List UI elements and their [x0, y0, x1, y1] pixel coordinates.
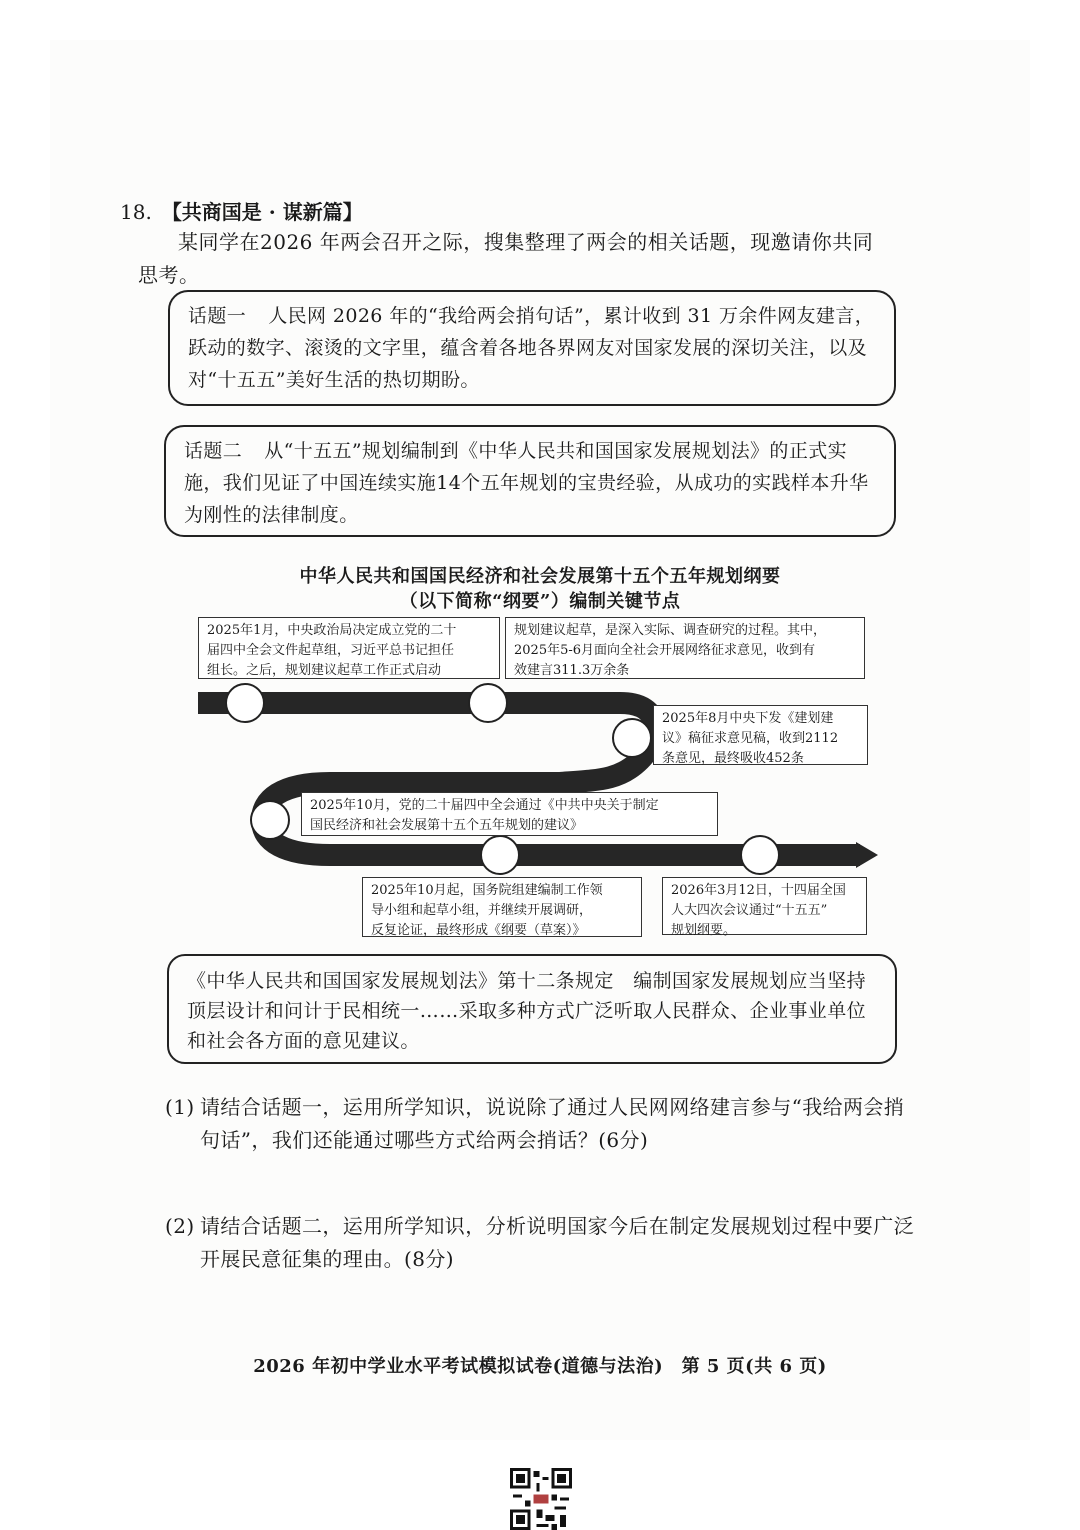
- node-line: 条意见，最终吸收452条: [662, 751, 804, 766]
- sub-question-text: 请结合话题二，运用所学知识，分析说明国家今后在制定发展规划过程中要广泛: [200, 1214, 914, 1238]
- sub-question-number: (1): [165, 1095, 195, 1119]
- timeline-node-1: [198, 617, 500, 679]
- sub-question-text: 开展民意征集的理由。(8分): [200, 1247, 454, 1271]
- sub-question-number: (2): [165, 1214, 195, 1238]
- node-line: 导小组和起草小组，并继续开展调研，: [371, 903, 593, 918]
- law-line: 《中华人民共和国国家发展规划法》第十二条规定 编制国家发展规划应当坚持: [187, 970, 867, 992]
- node-line: 规划纲要。: [671, 923, 737, 938]
- node-line: 国民经济和社会发展第十五个五年规划的建议》: [310, 818, 584, 833]
- sub-question-1: [165, 1091, 915, 1157]
- node-line: 效建言311.3万余条: [514, 663, 630, 678]
- topic-one-text: 跃动的数字、滚烫的文字里，蕴含着各地各界网友对国家发展的深切关注，以及: [188, 337, 868, 359]
- law-line: 顶层设计和问计于民相统一……采取多种方式广泛听取人民群众、企业事业单位: [187, 1000, 867, 1022]
- diagram-title: 中华人民共和国国民经济和社会发展第十五个五年规划纲要: [299, 566, 781, 587]
- topic-two-text: 从“十五五”规划编制到《中华人民共和国国家发展规划法》的正式实: [264, 440, 848, 462]
- timeline-node-4: [301, 792, 718, 836]
- section-title: 【共商国是 · 谋新篇】: [161, 200, 363, 224]
- topic-one-text: 人民网 2026 年的“我给两会捎句话”，累计收到 31 万余件网友建言，: [268, 305, 875, 327]
- node-line: 反复论证，最终形成《纲要（草案）》: [371, 923, 586, 938]
- law-excerpt-box: [167, 954, 897, 1064]
- timeline-node-2: [505, 617, 865, 679]
- node-line: 2025年8月中央下发《建划建: [662, 711, 834, 726]
- sub-question-text: 请结合话题一，运用所学知识，说说除了通过人民网网络建言参与“我给两会捎: [200, 1095, 905, 1119]
- diagram-subtitle: （以下简称“纲要”）编制关键节点: [399, 591, 681, 612]
- node-line: 2025年5-6月面向全社会开展网络征求意见，收到有: [514, 643, 816, 658]
- qr-code-icon: [510, 1468, 572, 1530]
- topic-two-text: 施，我们见证了中国连续实施14个五年规划的宝贵经验，从成功的实践样本升华: [184, 472, 869, 494]
- timeline-node-circle: [251, 801, 289, 839]
- topic-one-label: 话题一: [188, 305, 247, 327]
- timeline-node-3: [653, 705, 868, 765]
- node-line: 2025年10月，党的二十届四中全会通过《中共中央关于制定: [310, 798, 659, 813]
- intro-line: 思考。: [138, 263, 200, 287]
- sub-question-text: 句话”，我们还能通过哪些方式给两会捎话？(6分): [200, 1128, 649, 1152]
- timeline-arrowhead: [856, 842, 878, 868]
- node-line: 规划建议起草，是深入实际、调查研究的过程。其中，: [514, 623, 827, 638]
- timeline-node-5: [362, 877, 642, 937]
- page-footer: 2026 年初中学业水平考试模拟试卷(道德与法治) 第 5 页(共 6 页): [253, 1356, 827, 1377]
- timeline-node-circle: [481, 836, 519, 874]
- intro-line: 某同学在2026 年两会召开之际，搜集整理了两会的相关话题，现邀请你共同: [178, 230, 874, 254]
- node-line: 2025年1月，中央政治局决定成立党的二十: [207, 623, 457, 638]
- node-line: 2026年3月12日，十四届全国: [671, 883, 846, 898]
- timeline-node-circle: [469, 684, 507, 722]
- question-number: 18.: [120, 200, 152, 224]
- sub-question-2: [165, 1210, 915, 1276]
- timeline-node-6: [662, 877, 867, 938]
- topic-one-text: 对“十五五”美好生活的热切期盼。: [188, 369, 480, 391]
- timeline-node-circle: [226, 684, 264, 722]
- law-line: 和社会各方面的意见建议。: [187, 1030, 420, 1052]
- timeline-node-circle: [741, 836, 779, 874]
- topic-two-label: 话题二: [184, 440, 243, 462]
- node-line: 2025年10月起，国务院组建编制工作领: [371, 883, 603, 898]
- node-line: 届四中全会文件起草组，习近平总书记担任: [207, 643, 455, 658]
- node-line: 议》稿征求意见稿，收到2112: [662, 731, 839, 746]
- topic-two-text: 为刚性的法律制度。: [184, 504, 359, 526]
- node-line: 人大四次会议通过“十五五”: [671, 903, 828, 918]
- node-line: 组长。之后，规划建议起草工作正式启动: [207, 663, 442, 678]
- timeline-node-circle: [613, 719, 651, 757]
